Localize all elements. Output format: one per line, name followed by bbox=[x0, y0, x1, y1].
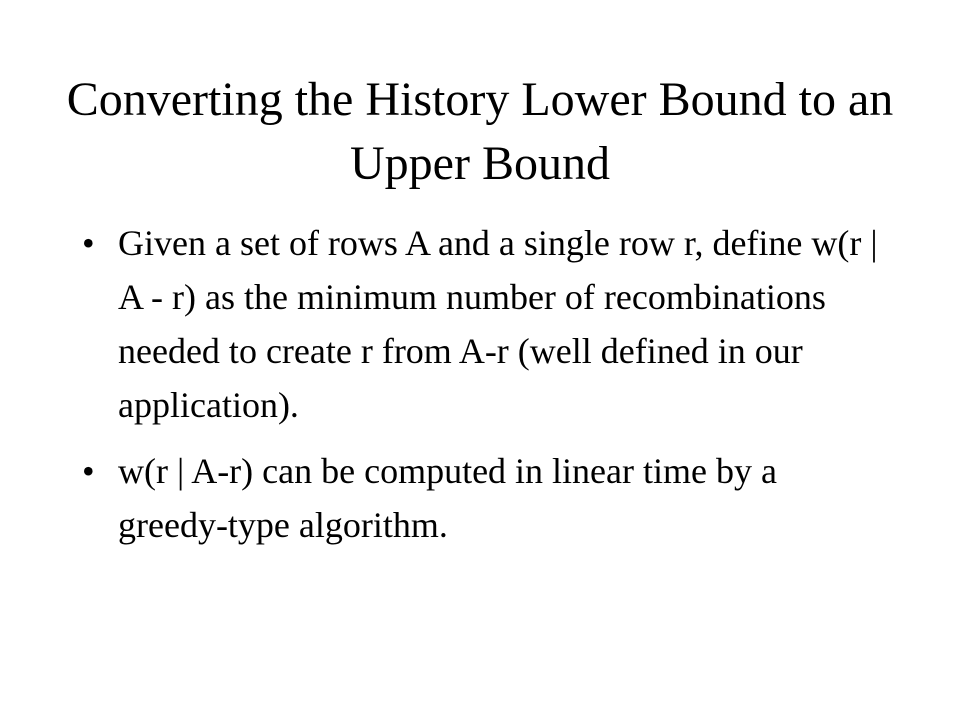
bullet-item bbox=[82, 444, 882, 552]
bullet-item bbox=[82, 216, 882, 432]
bullet-text: w(r | A-r) can be computed in linear time by a greedy-type algorithm. bbox=[118, 451, 777, 545]
bullet-text: Given a set of rows A and a single row r, define w(r | A - r) as the minimum number of recombinations needed to create r from A-r (well defined in our application). bbox=[118, 223, 878, 425]
bullet-marker: • bbox=[82, 451, 95, 491]
slide-title: Converting the History Lower Bound to an Upper Bound bbox=[66, 73, 894, 190]
bullet-marker: • bbox=[82, 223, 95, 263]
bullet-list bbox=[82, 216, 882, 564]
